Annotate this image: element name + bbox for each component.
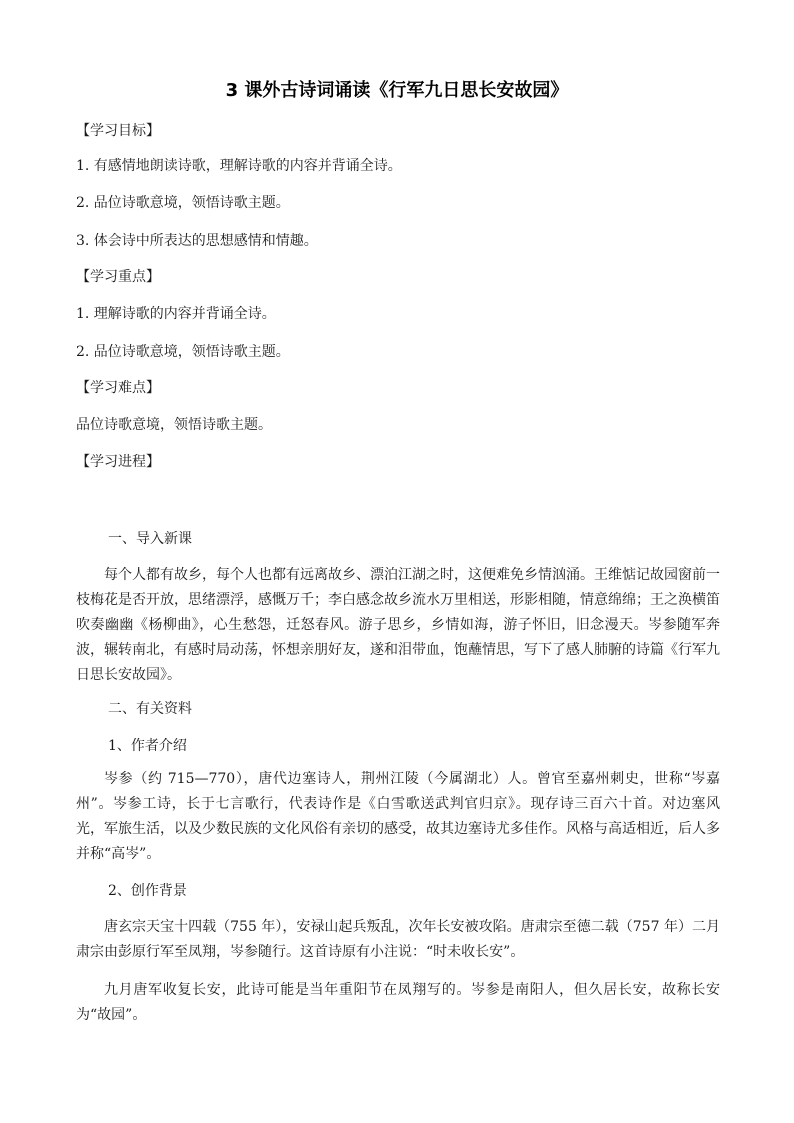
background-text-2: 九月唐军收复长安，此诗可能是当年重阳节在凤翔写的。岑参是南阳人，但久居长安，故称长安为“故园”。 <box>76 982 720 1023</box>
page-title: 3 课外古诗词诵读《行军九日思长安故园》 <box>225 80 569 101</box>
objective-item-3: 3. 体会诗中所表达的思想感情和情趣。 <box>76 233 318 249</box>
background-heading: 2、创作背景 <box>108 883 187 899</box>
difficulty-text: 品位诗歌意境，领悟诗歌主题。 <box>76 417 272 433</box>
author-heading: 1、作者介绍 <box>108 738 187 754</box>
background-text-1: 唐玄宗天宝十四载（755 年），安禄山起兵叛乱，次年长安被攻陷。唐肃宗至德二载（757 年）二月肃宗由彭原行军至凤翔，岑参随行。这首诗原有小注说：“时未收长安”。 <box>76 919 720 960</box>
section-materials-heading: 二、有关资料 <box>108 701 192 717</box>
section-intro-text: 每个人都有故乡，每个人也都有远离故乡、漂泊江湖之时，这便难免乡情汹涌。王维惦记故园窗前一枝梅花是否开放，思绪漂浮，感慨万千；李白感念故乡流水万里相送，形影相随，情意绵绵；王之涣横笛吹奏幽幽《杨柳曲》，心生愁怨，迁怒春风。游子思乡，乡情如海，游子怀旧，旧念漫天。岑参随军奔波，辗转南北，有感时局动荡，怀想亲朋好友，遂和泪带血，饱蘸情思，写下了感人肺腑的诗篇《行军九日思长安故园》。 <box>76 567 720 683</box>
key-points-heading: 【学习重点】 <box>76 269 160 285</box>
section-intro-heading: 一、导入新课 <box>108 531 192 547</box>
process-heading: 【学习进程】 <box>76 454 160 470</box>
key-point-item-2: 2. 品位诗歌意境，领悟诗歌主题。 <box>76 344 290 360</box>
key-point-item-1: 1. 理解诗歌的内容并背诵全诗。 <box>76 306 276 322</box>
difficulty-heading: 【学习难点】 <box>76 380 160 396</box>
objective-item-2: 2. 品位诗歌意境，领悟诗歌主题。 <box>76 195 290 211</box>
objective-item-1: 1. 有感情地朗读诗歌，理解诗歌的内容并背诵全诗。 <box>76 158 402 174</box>
author-text: 岑参（约 715—770），唐代边塞诗人，荆州江陵（今属湖北）人。曾官至嘉州刺史，世称“岑嘉州”。岑参工诗，长于七言歌行，代表诗作是《白雪歌送武判官归京》。现存诗三百六十首。对边塞风光，军旅生活，以及少数民族的文化风俗有亲切的感受，故其边塞诗尤多佳作。风格与高适相近，后人多并称“高岑”。 <box>76 771 720 862</box>
objectives-heading: 【学习目标】 <box>76 123 160 139</box>
